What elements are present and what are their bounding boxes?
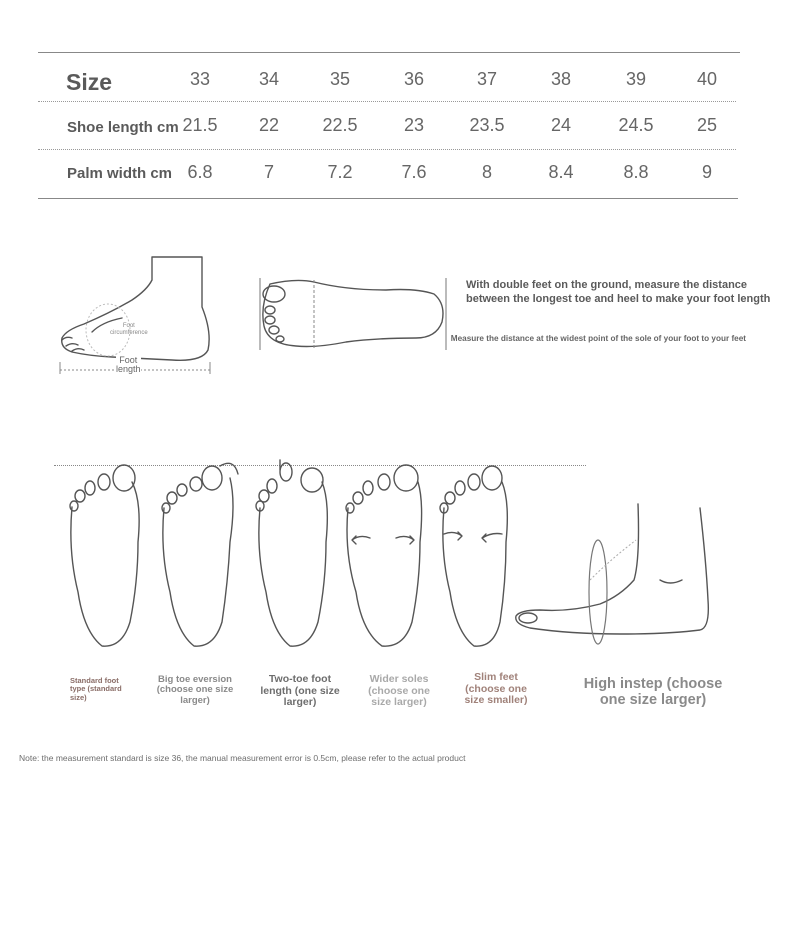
palm-width-cell: 7.6	[401, 162, 427, 182]
table-bottom-rule	[38, 198, 738, 199]
shoe-length-cell: 23	[403, 115, 425, 135]
palm-width-cell: 8.8	[623, 162, 649, 182]
palm-width-cell: 9	[701, 162, 712, 182]
shoe-length-cell: 24	[550, 115, 572, 135]
foot-length-label: Foot length	[116, 355, 141, 375]
measure-length-instruction: With double feet on the ground, measure the distance between the longest toe and heel to make your foot length	[466, 279, 771, 306]
palm-width-cell: 7.2	[327, 162, 353, 182]
palm-width-cell: 8	[481, 162, 492, 182]
shoe-length-cell: 22.5	[322, 115, 358, 135]
palm-width-cell: 7	[263, 162, 274, 182]
big-toe-eversion-foot-icon	[156, 458, 246, 652]
wide-sole-foot-icon	[342, 458, 432, 652]
shoe-length-cell: 25	[696, 115, 718, 135]
shoe-length-row-label: Shoe length cm	[67, 119, 179, 136]
size-cell: 38	[550, 69, 572, 89]
size-cell: 36	[403, 69, 425, 89]
table-row-divider	[38, 101, 736, 102]
shoe-length-cell: 21.5	[182, 115, 218, 135]
foot-type-caption-wider-soles: Wider soles (choose one size larger)	[368, 673, 430, 709]
shoe-length-cell: 24.5	[618, 115, 654, 135]
palm-width-cell: 8.4	[548, 162, 574, 182]
foot-type-caption-slim-feet: Slim feet (choose one size smaller)	[464, 671, 528, 707]
size-cell: 33	[189, 69, 211, 89]
foot-circumference-label: Foot circumference	[110, 323, 148, 336]
size-row-label: Size	[66, 69, 113, 95]
palm-width-row-label: Palm width cm	[67, 165, 173, 182]
foot-type-caption-standard: Standard foot type (standard size)	[70, 676, 122, 702]
foot-type-caption-high-instep: High instep (choose one size larger)	[583, 676, 723, 708]
size-cell: 37	[476, 69, 498, 89]
high-instep-foot-icon	[510, 500, 720, 652]
shoe-length-cell: 22	[258, 115, 280, 135]
palm-width-cell: 6.8	[187, 162, 213, 182]
standard-foot-icon	[62, 462, 152, 652]
foot-type-caption-two-toe: Two-toe foot length (one size larger)	[260, 673, 340, 709]
measure-width-instruction: Measure the distance at the widest point of the sole of your foot to your feet	[450, 334, 746, 343]
shoe-length-cell: 23.5	[469, 115, 505, 135]
foot-top-view-illustration	[256, 276, 450, 352]
table-row-divider	[38, 149, 736, 150]
table-top-rule	[38, 52, 740, 53]
two-toe-foot-icon	[250, 458, 340, 652]
size-cell: 34	[258, 69, 280, 89]
size-cell: 40	[696, 69, 718, 89]
size-cell: 35	[329, 69, 351, 89]
size-cell: 39	[625, 69, 647, 89]
measurement-note: Note: the measurement standard is size 36, the manual measurement error is 0.5cm, please refer to the actual product	[19, 753, 466, 763]
foot-type-caption-big-toe-eversion: Big toe eversion (choose one size larger)	[156, 674, 234, 706]
